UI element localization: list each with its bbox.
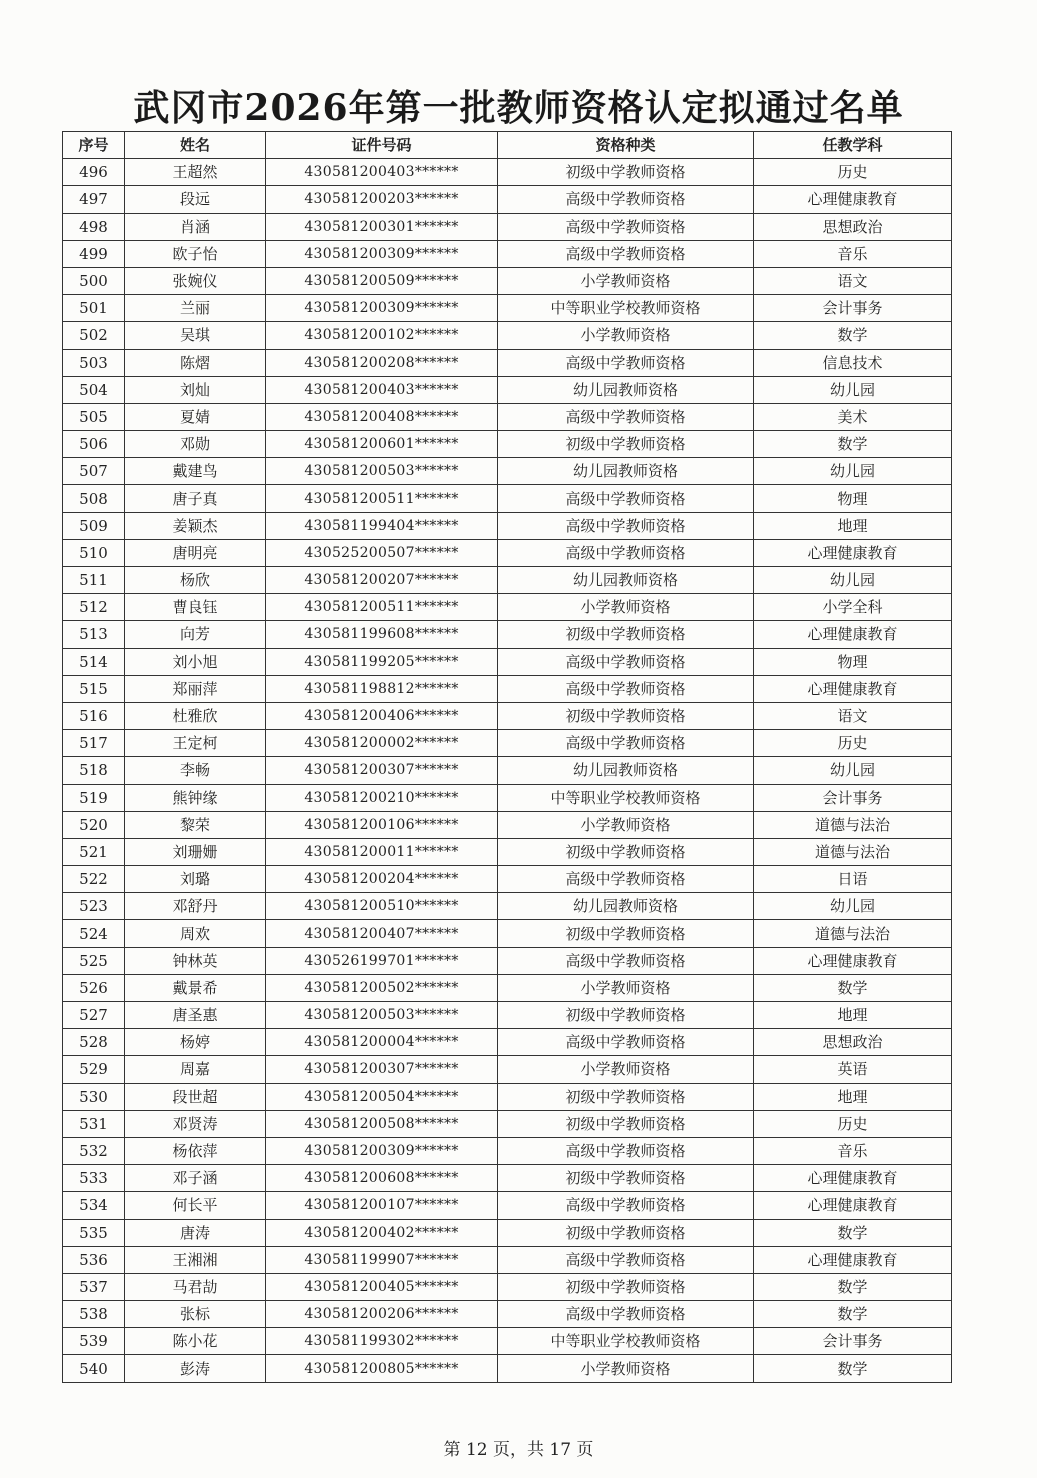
cell-name: 张婉仪 [125, 267, 266, 294]
cell-subject: 道德与法治 [754, 838, 952, 865]
cell-name: 肖涵 [125, 213, 266, 240]
cell-no: 540 [63, 1355, 125, 1382]
cell-type: 高级中学教师资格 [498, 1301, 754, 1328]
header-row [63, 132, 952, 159]
cell-type: 小学教师资格 [498, 267, 754, 294]
cell-type: 小学教师资格 [498, 1056, 754, 1083]
cell-subject: 道德与法治 [754, 811, 952, 838]
cell-subject: 数学 [754, 322, 952, 349]
table-row [63, 431, 952, 458]
cell-subject: 幼儿园 [754, 757, 952, 784]
cell-name: 王定柯 [125, 730, 266, 757]
cell-no: 528 [63, 1029, 125, 1056]
cell-id: 430581200405****** [266, 1273, 498, 1300]
cell-name: 陈熠 [125, 349, 266, 376]
cell-id: 430581199608****** [266, 621, 498, 648]
cell-no: 510 [63, 539, 125, 566]
table-row [63, 838, 952, 865]
table-row [63, 485, 952, 512]
cell-name: 杜雅欣 [125, 702, 266, 729]
cell-name: 黎荣 [125, 811, 266, 838]
cell-subject: 音乐 [754, 240, 952, 267]
cell-type: 高级中学教师资格 [498, 213, 754, 240]
cell-no: 507 [63, 458, 125, 485]
cell-name: 夏婧 [125, 403, 266, 430]
table-row [63, 1328, 952, 1355]
roster-table [62, 131, 952, 1383]
cell-no: 511 [63, 567, 125, 594]
cell-subject: 会计事务 [754, 295, 952, 322]
cell-id: 430581200408****** [266, 403, 498, 430]
cell-type: 小学教师资格 [498, 811, 754, 838]
cell-name: 刘珊姗 [125, 838, 266, 865]
cell-no: 536 [63, 1246, 125, 1273]
cell-type: 初级中学教师资格 [498, 920, 754, 947]
cell-subject: 历史 [754, 1110, 952, 1137]
cell-no: 500 [63, 267, 125, 294]
table-row [63, 1219, 952, 1246]
cell-no: 505 [63, 403, 125, 430]
table-row [63, 1029, 952, 1056]
cell-name: 邓勋 [125, 431, 266, 458]
table-row [63, 866, 952, 893]
cell-subject: 心理健康教育 [754, 621, 952, 648]
table-row [63, 730, 952, 757]
cell-subject: 数学 [754, 1273, 952, 1300]
cell-id: 430581200206****** [266, 1301, 498, 1328]
cell-type: 小学教师资格 [498, 974, 754, 1001]
cell-no: 538 [63, 1301, 125, 1328]
cell-no: 524 [63, 920, 125, 947]
table-row [63, 295, 952, 322]
cell-no: 533 [63, 1165, 125, 1192]
table-row [63, 1056, 952, 1083]
cell-id: 430581200508****** [266, 1110, 498, 1137]
cell-id: 430581199302****** [266, 1328, 498, 1355]
table-row [63, 893, 952, 920]
cell-id: 430581198812****** [266, 675, 498, 702]
cell-no: 513 [63, 621, 125, 648]
cell-name: 向芳 [125, 621, 266, 648]
cell-subject: 地理 [754, 1083, 952, 1110]
cell-no: 529 [63, 1056, 125, 1083]
table-row [63, 159, 952, 186]
table-row [63, 512, 952, 539]
cell-type: 高级中学教师资格 [498, 648, 754, 675]
cell-type: 中等职业学校教师资格 [498, 784, 754, 811]
cell-subject: 日语 [754, 866, 952, 893]
cell-no: 506 [63, 431, 125, 458]
cell-id: 430581200309****** [266, 295, 498, 322]
cell-name: 周欢 [125, 920, 266, 947]
cell-name: 段远 [125, 186, 266, 213]
cell-no: 499 [63, 240, 125, 267]
cell-no: 535 [63, 1219, 125, 1246]
cell-subject: 英语 [754, 1056, 952, 1083]
cell-type: 初级中学教师资格 [498, 621, 754, 648]
cell-name: 马君劼 [125, 1273, 266, 1300]
cell-type: 高级中学教师资格 [498, 403, 754, 430]
cell-name: 唐圣惠 [125, 1002, 266, 1029]
cell-id: 430525200507****** [266, 539, 498, 566]
cell-type: 高级中学教师资格 [498, 186, 754, 213]
cell-no: 531 [63, 1110, 125, 1137]
cell-subject: 会计事务 [754, 784, 952, 811]
cell-type: 小学教师资格 [498, 322, 754, 349]
cell-id: 430581199907****** [266, 1246, 498, 1273]
table-row [63, 1165, 952, 1192]
table-row [63, 1355, 952, 1382]
cell-type: 高级中学教师资格 [498, 866, 754, 893]
cell-no: 517 [63, 730, 125, 757]
cell-subject: 幼儿园 [754, 893, 952, 920]
cell-id: 430581199205****** [266, 648, 498, 675]
cell-type: 幼儿园教师资格 [498, 458, 754, 485]
cell-no: 512 [63, 594, 125, 621]
page-title: 武冈市2026年第一批教师资格认定拟通过名单 [133, 87, 904, 129]
cell-id: 430526199701****** [266, 947, 498, 974]
table-row [63, 349, 952, 376]
cell-type: 初级中学教师资格 [498, 1083, 754, 1110]
cell-id: 430581200210****** [266, 784, 498, 811]
cell-no: 498 [63, 213, 125, 240]
cell-subject: 道德与法治 [754, 920, 952, 947]
cell-no: 520 [63, 811, 125, 838]
cell-no: 527 [63, 1002, 125, 1029]
cell-type: 幼儿园教师资格 [498, 376, 754, 403]
table-row [63, 240, 952, 267]
cell-type: 高级中学教师资格 [498, 947, 754, 974]
cell-id: 430581200107****** [266, 1192, 498, 1219]
cell-name: 戴建鸟 [125, 458, 266, 485]
cell-name: 兰丽 [125, 295, 266, 322]
cell-id: 430581200503****** [266, 458, 498, 485]
table-row [63, 403, 952, 430]
cell-subject: 思想政治 [754, 1029, 952, 1056]
cell-no: 530 [63, 1083, 125, 1110]
cell-name: 彭涛 [125, 1355, 266, 1382]
cell-name: 唐子真 [125, 485, 266, 512]
cell-no: 521 [63, 838, 125, 865]
cell-subject: 历史 [754, 159, 952, 186]
cell-id: 430581200204****** [266, 866, 498, 893]
cell-subject: 心理健康教育 [754, 675, 952, 702]
cell-type: 高级中学教师资格 [498, 675, 754, 702]
cell-subject: 数学 [754, 1301, 952, 1328]
cell-name: 王湘湘 [125, 1246, 266, 1273]
cell-id: 430581200102****** [266, 322, 498, 349]
cell-subject: 信息技术 [754, 349, 952, 376]
cell-name: 何长平 [125, 1192, 266, 1219]
cell-id: 430581200805****** [266, 1355, 498, 1382]
header-name: 姓名 [125, 132, 266, 159]
cell-name: 杨欣 [125, 567, 266, 594]
table-row [63, 376, 952, 403]
cell-subject: 心理健康教育 [754, 1246, 952, 1273]
cell-subject: 心理健康教育 [754, 1165, 952, 1192]
cell-no: 515 [63, 675, 125, 702]
table-row [63, 920, 952, 947]
cell-subject: 心理健康教育 [754, 947, 952, 974]
cell-no: 508 [63, 485, 125, 512]
cell-subject: 幼儿园 [754, 376, 952, 403]
cell-name: 张标 [125, 1301, 266, 1328]
cell-id: 430581200402****** [266, 1219, 498, 1246]
cell-name: 刘灿 [125, 376, 266, 403]
cell-subject: 历史 [754, 730, 952, 757]
cell-type: 初级中学教师资格 [498, 1110, 754, 1137]
cell-no: 539 [63, 1328, 125, 1355]
table-row [63, 458, 952, 485]
table-row [63, 1192, 952, 1219]
table-row [63, 648, 952, 675]
cell-type: 初级中学教师资格 [498, 431, 754, 458]
cell-id: 430581200307****** [266, 757, 498, 784]
cell-subject: 数学 [754, 1219, 952, 1246]
table-row [63, 213, 952, 240]
cell-name: 邓舒丹 [125, 893, 266, 920]
cell-id: 430581200106****** [266, 811, 498, 838]
cell-id: 430581200309****** [266, 240, 498, 267]
cell-no: 525 [63, 947, 125, 974]
cell-no: 503 [63, 349, 125, 376]
header-subject: 任教学科 [754, 132, 952, 159]
table-row [63, 186, 952, 213]
cell-name: 吴琪 [125, 322, 266, 349]
cell-no: 502 [63, 322, 125, 349]
cell-name: 王超然 [125, 159, 266, 186]
cell-type: 高级中学教师资格 [498, 1137, 754, 1164]
cell-name: 邓子涵 [125, 1165, 266, 1192]
cell-no: 509 [63, 512, 125, 539]
cell-name: 刘小旭 [125, 648, 266, 675]
cell-no: 496 [63, 159, 125, 186]
cell-subject: 地理 [754, 512, 952, 539]
cell-type: 高级中学教师资格 [498, 512, 754, 539]
cell-no: 537 [63, 1273, 125, 1300]
cell-id: 430581200307****** [266, 1056, 498, 1083]
table-row [63, 621, 952, 648]
cell-no: 497 [63, 186, 125, 213]
cell-id: 430581200601****** [266, 431, 498, 458]
cell-type: 初级中学教师资格 [498, 1273, 754, 1300]
cell-name: 刘璐 [125, 866, 266, 893]
table-row [63, 811, 952, 838]
cell-no: 534 [63, 1192, 125, 1219]
cell-name: 周嘉 [125, 1056, 266, 1083]
cell-type: 初级中学教师资格 [498, 702, 754, 729]
cell-id: 430581200309****** [266, 1137, 498, 1164]
table-row [63, 784, 952, 811]
table-row [63, 1273, 952, 1300]
cell-type: 幼儿园教师资格 [498, 893, 754, 920]
cell-type: 高级中学教师资格 [498, 485, 754, 512]
cell-name: 郑丽萍 [125, 675, 266, 702]
cell-subject: 会计事务 [754, 1328, 952, 1355]
table-row [63, 567, 952, 594]
cell-name: 钟林英 [125, 947, 266, 974]
cell-no: 519 [63, 784, 125, 811]
page-number: 第 12 页，共 17 页 [443, 1440, 594, 1460]
cell-name: 唐涛 [125, 1219, 266, 1246]
cell-type: 幼儿园教师资格 [498, 567, 754, 594]
table-row [63, 1301, 952, 1328]
cell-subject: 数学 [754, 1355, 952, 1382]
cell-subject: 音乐 [754, 1137, 952, 1164]
header-type: 资格种类 [498, 132, 754, 159]
cell-type: 初级中学教师资格 [498, 1002, 754, 1029]
cell-subject: 幼儿园 [754, 458, 952, 485]
cell-no: 514 [63, 648, 125, 675]
cell-name: 杨婷 [125, 1029, 266, 1056]
cell-subject: 思想政治 [754, 213, 952, 240]
cell-id: 430581200511****** [266, 594, 498, 621]
cell-type: 中等职业学校教师资格 [498, 295, 754, 322]
cell-subject: 幼儿园 [754, 567, 952, 594]
cell-name: 杨依萍 [125, 1137, 266, 1164]
cell-no: 523 [63, 893, 125, 920]
cell-no: 504 [63, 376, 125, 403]
cell-no: 532 [63, 1137, 125, 1164]
cell-id: 430581200406****** [266, 702, 498, 729]
cell-id: 430581200407****** [266, 920, 498, 947]
cell-id: 430581200301****** [266, 213, 498, 240]
cell-subject: 小学全科 [754, 594, 952, 621]
cell-type: 初级中学教师资格 [498, 1219, 754, 1246]
cell-type: 高级中学教师资格 [498, 539, 754, 566]
cell-id: 430581200207****** [266, 567, 498, 594]
cell-id: 430581200511****** [266, 485, 498, 512]
cell-subject: 语文 [754, 267, 952, 294]
table-row [63, 675, 952, 702]
cell-id: 430581200203****** [266, 186, 498, 213]
header-no: 序号 [63, 132, 125, 159]
header-id: 证件号码 [266, 132, 498, 159]
cell-id: 430581200403****** [266, 159, 498, 186]
table-row [63, 322, 952, 349]
table-body [63, 159, 952, 1382]
cell-type: 高级中学教师资格 [498, 1192, 754, 1219]
cell-id: 430581200504****** [266, 1083, 498, 1110]
cell-id: 430581200403****** [266, 376, 498, 403]
table-row [63, 702, 952, 729]
cell-subject: 语文 [754, 702, 952, 729]
cell-subject: 美术 [754, 403, 952, 430]
cell-no: 501 [63, 295, 125, 322]
cell-type: 小学教师资格 [498, 1355, 754, 1382]
table-row [63, 539, 952, 566]
cell-id: 430581200011****** [266, 838, 498, 865]
cell-type: 高级中学教师资格 [498, 1246, 754, 1273]
cell-name: 戴景希 [125, 974, 266, 1001]
table-row [63, 1002, 952, 1029]
cell-type: 高级中学教师资格 [498, 240, 754, 267]
cell-id: 430581200503****** [266, 1002, 498, 1029]
cell-name: 熊钟缘 [125, 784, 266, 811]
cell-subject: 数学 [754, 431, 952, 458]
cell-type: 初级中学教师资格 [498, 1165, 754, 1192]
table-header [63, 132, 952, 159]
cell-subject: 地理 [754, 1002, 952, 1029]
cell-no: 516 [63, 702, 125, 729]
cell-type: 高级中学教师资格 [498, 1029, 754, 1056]
cell-name: 陈小花 [125, 1328, 266, 1355]
table-row [63, 1110, 952, 1137]
cell-name: 段世超 [125, 1083, 266, 1110]
cell-type: 小学教师资格 [498, 594, 754, 621]
cell-type: 幼儿园教师资格 [498, 757, 754, 784]
cell-no: 522 [63, 866, 125, 893]
cell-id: 430581200002****** [266, 730, 498, 757]
cell-type: 中等职业学校教师资格 [498, 1328, 754, 1355]
cell-name: 姜颖杰 [125, 512, 266, 539]
cell-id: 430581199404****** [266, 512, 498, 539]
cell-subject: 数学 [754, 974, 952, 1001]
cell-type: 初级中学教师资格 [498, 159, 754, 186]
table-row [63, 974, 952, 1001]
table-row [63, 594, 952, 621]
cell-id: 430581200004****** [266, 1029, 498, 1056]
cell-id: 430581200608****** [266, 1165, 498, 1192]
cell-name: 唐明亮 [125, 539, 266, 566]
cell-id: 430581200509****** [266, 267, 498, 294]
cell-subject: 物理 [754, 648, 952, 675]
cell-name: 李畅 [125, 757, 266, 784]
table-row [63, 757, 952, 784]
cell-type: 高级中学教师资格 [498, 349, 754, 376]
table-row [63, 1083, 952, 1110]
cell-name: 曹良钰 [125, 594, 266, 621]
cell-subject: 心理健康教育 [754, 1192, 952, 1219]
table-row [63, 1246, 952, 1273]
cell-id: 430581200502****** [266, 974, 498, 1001]
cell-id: 430581200208****** [266, 349, 498, 376]
cell-subject: 心理健康教育 [754, 539, 952, 566]
cell-id: 430581200510****** [266, 893, 498, 920]
cell-subject: 物理 [754, 485, 952, 512]
cell-name: 欧子怡 [125, 240, 266, 267]
table-row [63, 267, 952, 294]
cell-no: 526 [63, 974, 125, 1001]
cell-type: 高级中学教师资格 [498, 730, 754, 757]
table-row [63, 947, 952, 974]
cell-subject: 心理健康教育 [754, 186, 952, 213]
table-row [63, 1137, 952, 1164]
cell-no: 518 [63, 757, 125, 784]
cell-type: 初级中学教师资格 [498, 838, 754, 865]
cell-name: 邓贤涛 [125, 1110, 266, 1137]
